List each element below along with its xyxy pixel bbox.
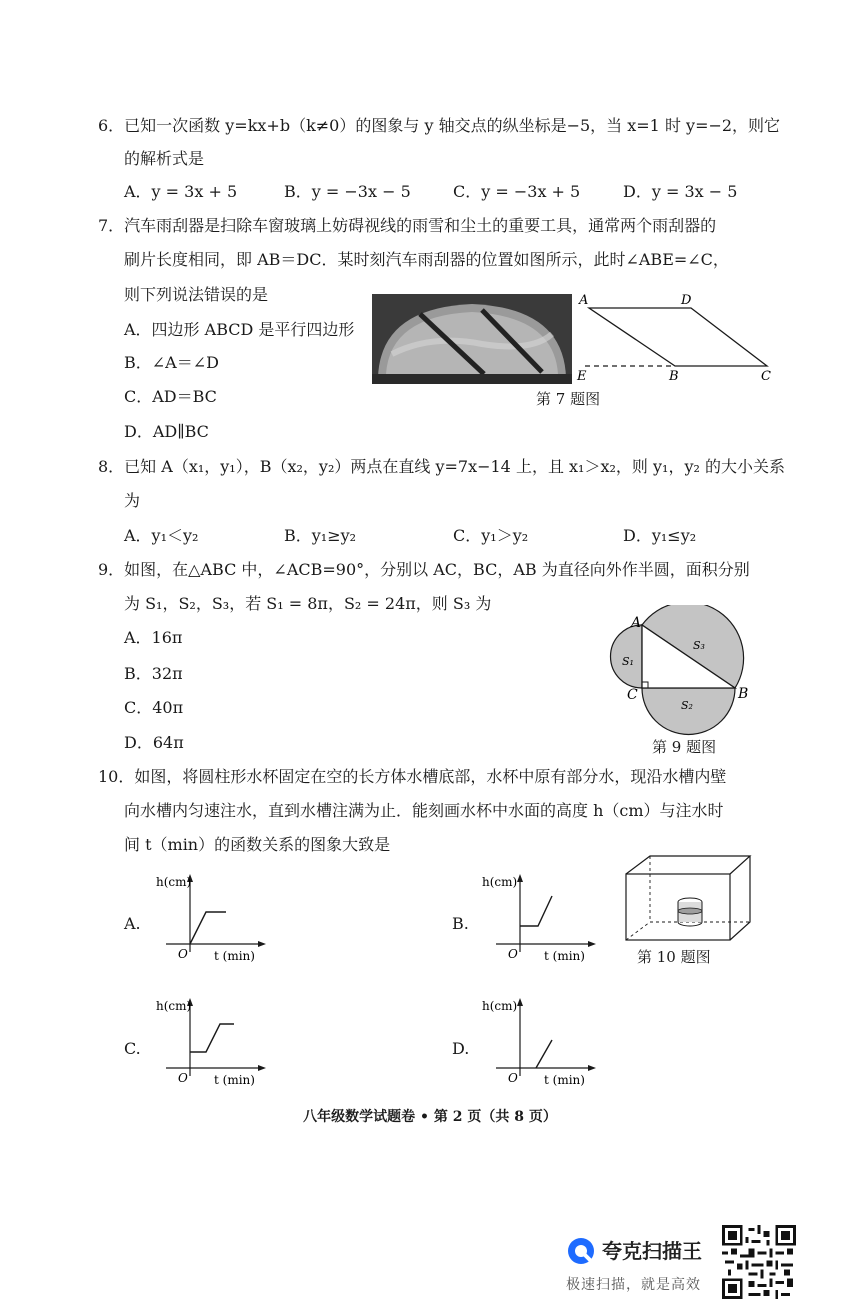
label-s3: S₃ [693,639,705,652]
origin-label: O [508,947,518,961]
axis-y-label: h(cm) [156,999,192,1013]
origin-label: O [178,1071,188,1085]
q10-option-a-letter: A. [124,914,141,933]
label-a: A [579,293,589,308]
q6-option-a: A．y = 3x + 5 [124,182,238,201]
q10-caption: 第 10 题图 [637,948,711,966]
label-s1: S₁ [622,655,634,668]
q9-stem-line1: 9．如图，在△ABC 中，∠ACB=90°，分别以 AC，BC，AB 为直径向外作半圆，面积分别 [98,560,750,579]
q6-stem-line2: 的解析式是 [124,149,205,168]
q9-semicircle-figure [605,605,755,737]
q9-option-a: A．16π [124,628,183,647]
q8-option-b: B．y₁≥y₂ [284,526,357,545]
q10-option-c-letter: C. [124,1039,141,1058]
brand-slogan: 极速扫描，就是高效 [566,1277,701,1293]
q7-option-b: B．∠A＝∠D [124,353,219,372]
q7-option-c: C．AD＝BC [124,387,217,406]
q10-tank-figure [620,852,760,944]
q8-option-d: D．y₁≤y₂ [623,526,697,545]
axis-y-label: h(cm) [156,875,192,889]
q10-option-d-letter: D. [452,1039,470,1058]
q10-option-b-letter: B. [452,914,469,933]
q7-stem-line3: 则下列说法错误的是 [124,285,269,304]
q8-stem-line2: 为 [124,491,141,510]
page-footer: 八年级数学试题卷 • 第 2 页（共 8 页） [303,1109,557,1125]
q6-option-c: C．y = −3x + 5 [453,182,581,201]
axis-x-label: t (min) [214,1073,255,1087]
label-c: C [627,687,638,703]
windshield-photo [372,294,572,384]
q10-stem-line3: 间 t（min）的函数关系的图象大致是 [124,835,391,854]
label-e: E [577,369,587,384]
q7-stem-line1: 7．汽车雨刮器是扫除车窗玻璃上妨碍视线的雨雪和尘土的重要工具，通常两个雨刮器的 [98,216,717,235]
label-b: B [669,369,679,384]
q9-stem-line2: 为 S₁，S₂，S₃，若 S₁ = 8π，S₂ = 24π，则 S₃ 为 [124,594,492,613]
label-s2: S₂ [681,699,693,712]
q7-stem-line2: 刷片长度相同，即 AB＝DC．某时刻汽车雨刮器的位置如图所示，此时∠ABE=∠C， [124,250,729,269]
q10-graph-b [480,872,600,964]
q6-option-d: D．y = 3x − 5 [623,182,738,201]
quark-logo-icon [566,1236,596,1266]
q9-option-b: B．32π [124,664,183,683]
q10-graph-a [150,872,270,964]
q10-stem-line1: 10．如图，将圆柱形水杯固定在空的长方体水槽底部，水杯中原有部分水，现沿水槽内壁 [98,767,727,786]
q6-option-b: B．y = −3x − 5 [284,182,411,201]
origin-label: O [178,947,188,961]
axis-y-label: h(cm) [482,875,518,889]
origin-label: O [508,1071,518,1085]
axis-y-label: h(cm) [482,999,518,1013]
q7-option-a: A．四边形 ABCD 是平行四边形 [124,320,355,339]
q7-caption: 第 7 题图 [536,390,601,408]
q10-graph-d [480,996,600,1088]
q9-caption: 第 9 题图 [652,738,717,756]
q8-option-a: A．y₁＜y₂ [124,526,199,545]
q6-stem-line1: 6．已知一次函数 y=kx+b（k≠0）的图象与 y 轴交点的纵坐标是−5，当 x=1 时 y=−2，则它 [98,116,781,135]
brand-name: 夸克扫描王 [602,1239,702,1263]
q9-option-c: C．40π [124,698,184,717]
q8-option-c: C．y₁＞y₂ [453,526,529,545]
qr-code-icon[interactable] [722,1225,796,1299]
axis-x-label: t (min) [544,949,585,963]
label-b: B [738,686,749,702]
q7-parallelogram-figure [575,290,785,385]
q10-graph-c [150,996,270,1088]
q7-option-d: D．AD∥BC [124,422,209,441]
label-a: A [631,615,642,631]
label-d: D [681,293,692,308]
q8-stem-line1: 8．已知 A（x₁，y₁），B（x₂，y₂）两点在直线 y=7x−14 上，且 x₁＞x₂，则 y₁，y₂ 的大小关系 [98,457,785,476]
axis-x-label: t (min) [544,1073,585,1087]
q9-option-d: D．64π [124,733,184,752]
label-c: C [761,369,771,384]
axis-x-label: t (min) [214,949,255,963]
q10-stem-line2: 向水槽内匀速注水，直到水槽注满为止．能刻画水杯中水面的高度 h（cm）与注水时 [124,801,724,820]
